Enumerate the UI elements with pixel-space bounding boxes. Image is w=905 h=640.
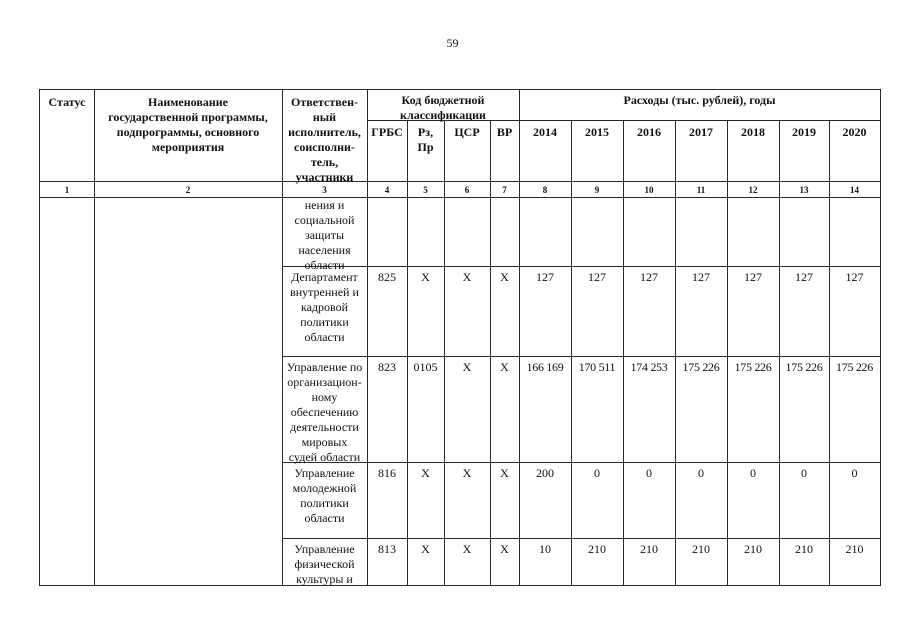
row-grbs: 823 <box>378 360 396 374</box>
column-number: 14 <box>850 185 859 195</box>
column-number: 5 <box>423 185 428 195</box>
column-number: 11 <box>696 185 706 195</box>
row-line <box>282 356 881 357</box>
row-value: 175 226 <box>785 360 823 374</box>
row-value: 210 <box>795 542 813 556</box>
column-number: 7 <box>502 185 507 195</box>
number-row-bottom-line <box>39 197 881 198</box>
row-value: 10 <box>539 542 551 556</box>
row-value: 175 226 <box>836 360 873 374</box>
column-number: 13 <box>799 185 809 195</box>
header-year: 2019 <box>792 125 816 139</box>
page-number: 59 <box>446 36 459 50</box>
header-csr: ЦСР <box>454 125 480 139</box>
header-year: 2015 <box>585 125 609 139</box>
row-executor-name: Управление по организацион- ному обеспечению деятельности мировых судей области <box>286 360 363 464</box>
row-value: 175 226 <box>682 360 720 374</box>
header-responsible: Ответствен- ный исполнитель, соисполни- тель, участники <box>288 95 361 184</box>
row-grbs: 825 <box>378 270 396 284</box>
row-value: 166 169 <box>526 360 564 374</box>
row-value: 127 <box>588 270 606 284</box>
row-line <box>282 266 881 267</box>
column-number: 3 <box>322 185 327 195</box>
row-csr: Х <box>462 542 472 556</box>
col-divider <box>367 89 368 586</box>
row-csr: Х <box>462 360 472 374</box>
column-number: 12 <box>748 185 758 195</box>
row-value: 127 <box>692 270 710 284</box>
row-value: 210 <box>692 542 710 556</box>
column-number: 10 <box>644 185 654 195</box>
row-rzpr: 0105 <box>413 360 438 374</box>
row-value: 210 <box>744 542 762 556</box>
row-rzpr: Х <box>421 270 430 284</box>
header-budget-code: Код бюджетной классификации <box>400 93 486 122</box>
header-vr: ВР <box>496 125 513 139</box>
row-value: 0 <box>750 466 756 480</box>
row-value: 200 <box>536 466 554 480</box>
row-value: 127 <box>795 270 813 284</box>
row-value: 174 253 <box>630 360 668 374</box>
row-value: 127 <box>744 270 762 284</box>
header-bottom-line <box>39 181 881 182</box>
column-number: 8 <box>542 185 548 195</box>
header-year: 2014 <box>533 125 557 139</box>
column-number: 2 <box>185 185 191 195</box>
row-value: 0 <box>851 466 858 480</box>
row-value: 0 <box>698 466 704 480</box>
row-value: 175 226 <box>734 360 772 374</box>
row-csr: Х <box>462 270 472 284</box>
row-vr: Х <box>500 360 509 374</box>
table-bottom-border <box>39 585 881 586</box>
row-executor-name: Управление физической культуры и <box>294 542 355 586</box>
header-rzpr: Рз, Пр <box>417 125 434 154</box>
row-value: 210 <box>588 542 606 556</box>
row-vr: Х <box>500 270 509 284</box>
table-left-border <box>39 89 40 586</box>
table-top-border <box>39 89 881 90</box>
col-divider <box>519 89 520 586</box>
column-number: 9 <box>594 185 600 195</box>
header-year: 2017 <box>689 125 713 139</box>
header-year: 2016 <box>637 125 661 139</box>
header-program-name: Наименование государственной программы, подпрограммы, основного мероприятия <box>108 95 268 154</box>
row-rzpr: Х <box>421 542 430 556</box>
header-year: 2020 <box>842 125 867 139</box>
column-number: 1 <box>64 185 70 195</box>
row-value: 127 <box>640 270 658 284</box>
row-rzpr: Х <box>421 466 430 480</box>
row-value: 0 <box>646 466 652 480</box>
row-value: 210 <box>640 542 658 556</box>
row-value: 127 <box>845 270 864 284</box>
row-grbs: 816 <box>378 466 396 480</box>
continuation-cell: нения и социальной защиты населения области <box>294 198 355 272</box>
row-value: 210 <box>845 542 864 556</box>
header-grbs: ГРБС <box>371 125 403 139</box>
row-value: 0 <box>594 466 600 480</box>
row-line <box>282 538 881 539</box>
row-csr: Х <box>462 466 472 480</box>
row-executor-name: Департамент внутренней и кадровой политики области <box>290 270 359 344</box>
table-right-border <box>880 89 881 586</box>
column-number: 6 <box>464 185 470 195</box>
row-executor-name: Управление молодежной политики области <box>292 466 357 525</box>
row-value: 127 <box>536 270 554 284</box>
row-vr: Х <box>500 542 509 556</box>
row-grbs: 813 <box>378 542 396 556</box>
column-number: 4 <box>384 185 390 195</box>
row-value: 170 511 <box>578 360 616 374</box>
row-vr: Х <box>500 466 509 480</box>
col-divider <box>94 89 95 586</box>
row-line <box>282 462 881 463</box>
header-expenses: Расходы (тыс. рублей), годы <box>623 93 776 107</box>
header-year: 2018 <box>741 125 765 139</box>
row-value: 0 <box>801 466 807 480</box>
header-status: Статус <box>48 95 86 109</box>
